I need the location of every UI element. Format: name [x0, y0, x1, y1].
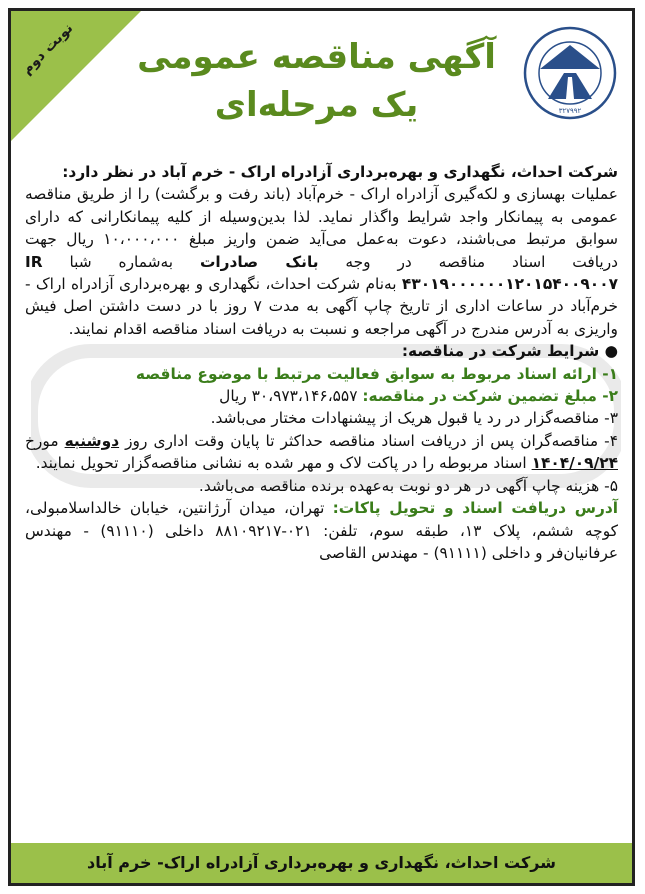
address-text: تهران، میدان آرژانتین، خیابان خالداسلامبولی، کوچه ششم، پلاک ۱۳، طبقه سوم، تلفن: ۰۲۱-۸۸۱۰۹۲۱۷ داخلی (۹۱۱۱۰) - مهندس عرفانیان‌فر و داخلی (۹۱۱۱۱) - مهندس القاصی — [25, 499, 618, 562]
condition-3: ۳- مناقصه‌گزار در رد یا قبول هریک از پیشنهادات مختار می‌باشد. — [210, 409, 618, 428]
round-label: نوبت دوم — [18, 20, 77, 78]
logo-caption: ۳۲۷۹۹۲ — [558, 107, 582, 115]
notice-frame — [8, 8, 635, 886]
sheba-number: IR ۴۳۰۱۹۰۰۰۰۰۰۱۲۰۱۵۴۰۰۹۰۰۷ — [25, 252, 618, 294]
intro-line: شرکت احداث، نگهداری و بهره‌برداری آزادراه اراک - خرم آباد در نظر دارد: — [62, 163, 618, 181]
main-paragraph: عملیات بهسازی و لکه‌گیری آزادراه اراک - خرم‌آباد (باند رفت و برگشت) را از طریق مناقصه عمومی به پیمانکار واجد شرایط واگذار نماید. لذا بدین‌وسیله از کلیه پیمانکارانی که دارای سوابق مرتبط می‌باشند، دعوت به‌عمل می‌آید ضمن واریز مبلغ ۱۰،۰۰۰،۰۰۰ ریال جهت دریافت اسناد مناقصه در وجه بانک صادرات به‌شماره شبا IR ۴۳۰۱۹۰۰۰۰۰۰۱۲۰۱۵۴۰۰۹۰۰۷ به‌نام شرکت احداث، نگهداری و بهره‌برداری آزادراه اراک - خرم‌آباد در ساعات اداری از تاریخ چاپ آگهی به مدت ۷ روز با در دست داشتن اصل فیش واریزی به آدرس مندرج در آگهی مراجعه و نسبت به دریافت اسناد مناقصه اقدام نمایند. — [25, 185, 619, 338]
condition-1: ۱- ارائه اسناد مربوط به سوابق فعالیت مرتبط با موضوع مناقصه — [135, 364, 618, 383]
address-block — [25, 497, 618, 564]
bank-name: بانک صادرات — [199, 252, 319, 271]
condition-4: ۴- مناقصه‌گران پس از دریافت اسناد مناقصه حداکثر تا پایان وقت اداری روز دوشنبه مورخ ۱۴۰۴/۰۹/۲۴ اسناد مربوطه را در پاکت لاک و مهر شده به نشانی مناقصه‌گزار تحویل نمایند. — [25, 431, 618, 473]
condition-5: ۵- هزینه چاپ آگهی در هر دو نوبت به‌عهده برنده مناقصه می‌باشد. — [198, 476, 618, 495]
conditions-heading: ● شرایط شرکت در مناقصه: — [401, 342, 618, 361]
deadline-date: ۱۴۰۴/۰۹/۲۴ — [531, 454, 618, 473]
notice-body — [25, 161, 618, 564]
guarantee-amount: ۳۰،۹۷۳،۱۴۶،۵۵۷ ریال — [219, 387, 358, 406]
condition-2: ۲- مبلغ تضمین شرکت در مناقصه: ۳۰،۹۷۳،۱۴۶،۵۵۷ ریال — [219, 387, 618, 406]
address-label: آدرس دریافت اسناد و تحویل پاکات: — [332, 499, 618, 518]
title-line-2: یک مرحله‌ای — [214, 85, 419, 125]
title-line-1: آگهی مناقصه عمومی — [137, 37, 496, 77]
highway-logo-icon — [522, 25, 618, 121]
deadline-day: دوشنبه — [64, 431, 120, 450]
company-logo — [522, 25, 618, 121]
notice-title — [121, 33, 512, 129]
footer-company: شرکت احداث، نگهداری و بهره‌برداری آزادراه اراک- خرم آباد — [11, 843, 632, 883]
